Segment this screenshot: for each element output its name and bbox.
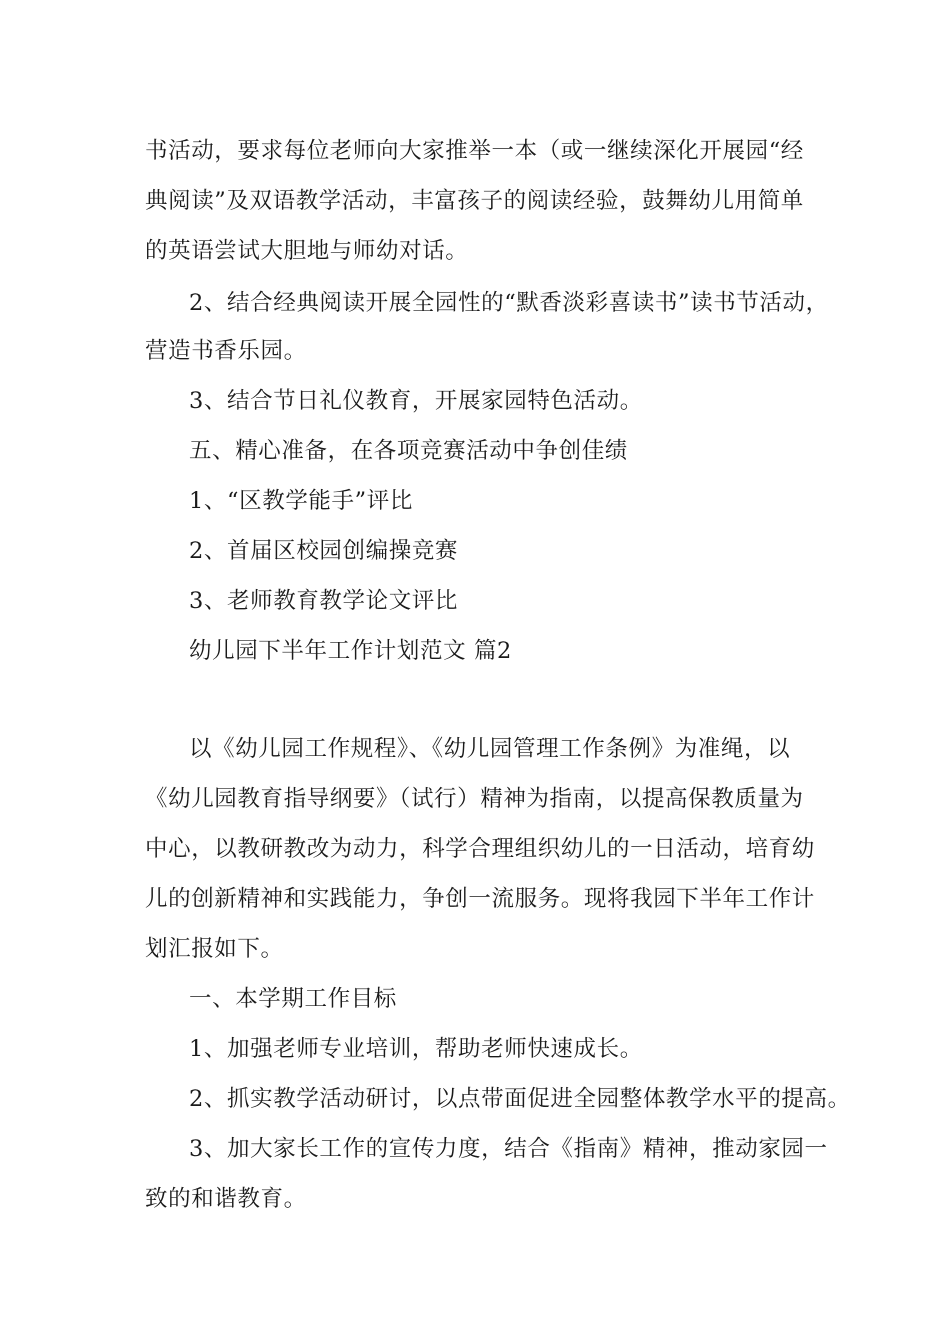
list-item: 1、“区教学能手”评比 [189,488,413,514]
paragraph-line: 致的和谐教育。 [145,1186,307,1212]
paragraph-line: 3、结合节日礼仪教育，开展家园特色活动。 [189,388,643,414]
section-heading: 五、精心准备，在各项竞赛活动中争创佳绩 [189,438,628,464]
paragraph-line: 中心，以教研教改为动力，科学合理组织幼儿的一日活动，培育幼 [145,836,815,862]
list-item: 1、加强老师专业培训，帮助老师快速成长。 [189,1036,643,1062]
paragraph-line: 儿的创新精神和实践能力，争创一流服务。现将我园下半年工作计 [145,886,815,912]
paragraph-line: 典阅读”及双语教学活动，丰富孩子的阅读经验，鼓舞幼儿用简单 [145,188,804,214]
paragraph-line: 2、结合经典阅读开展全园性的“默香淡彩喜读书”读书节活动， [189,290,829,316]
paragraph-line: 划汇报如下。 [145,936,284,962]
paragraph-line: 以《幼儿园工作规程》、《幼儿园管理工作条例》为准绳，以 [189,736,791,762]
paragraph-line: 营造书香乐园。 [145,338,307,364]
paragraph-line: 书活动，要求每位老师向大家推举一本（或一继续深化开展园“经 [145,138,804,164]
paragraph-line: 《幼儿园教育指导纲要》（试行）精神为指南，以提高保教质量为 [145,786,804,812]
list-item: 3、加大家长工作的宣传力度，结合《指南》精神，推动家园一 [189,1136,828,1162]
paragraph-line: 的英语尝试大胆地与师幼对话。 [145,238,469,264]
section-heading: 一、本学期工作目标 [189,986,397,1012]
list-item: 2、首届区校园创编操竞赛 [189,538,459,564]
article-title: 幼儿园下半年工作计划范文 篇2 [189,638,512,664]
list-item: 3、老师教育教学论文评比 [189,588,459,614]
list-item: 2、抓实教学活动研讨，以点带面促进全园整体教学水平的提高。 [189,1086,851,1112]
